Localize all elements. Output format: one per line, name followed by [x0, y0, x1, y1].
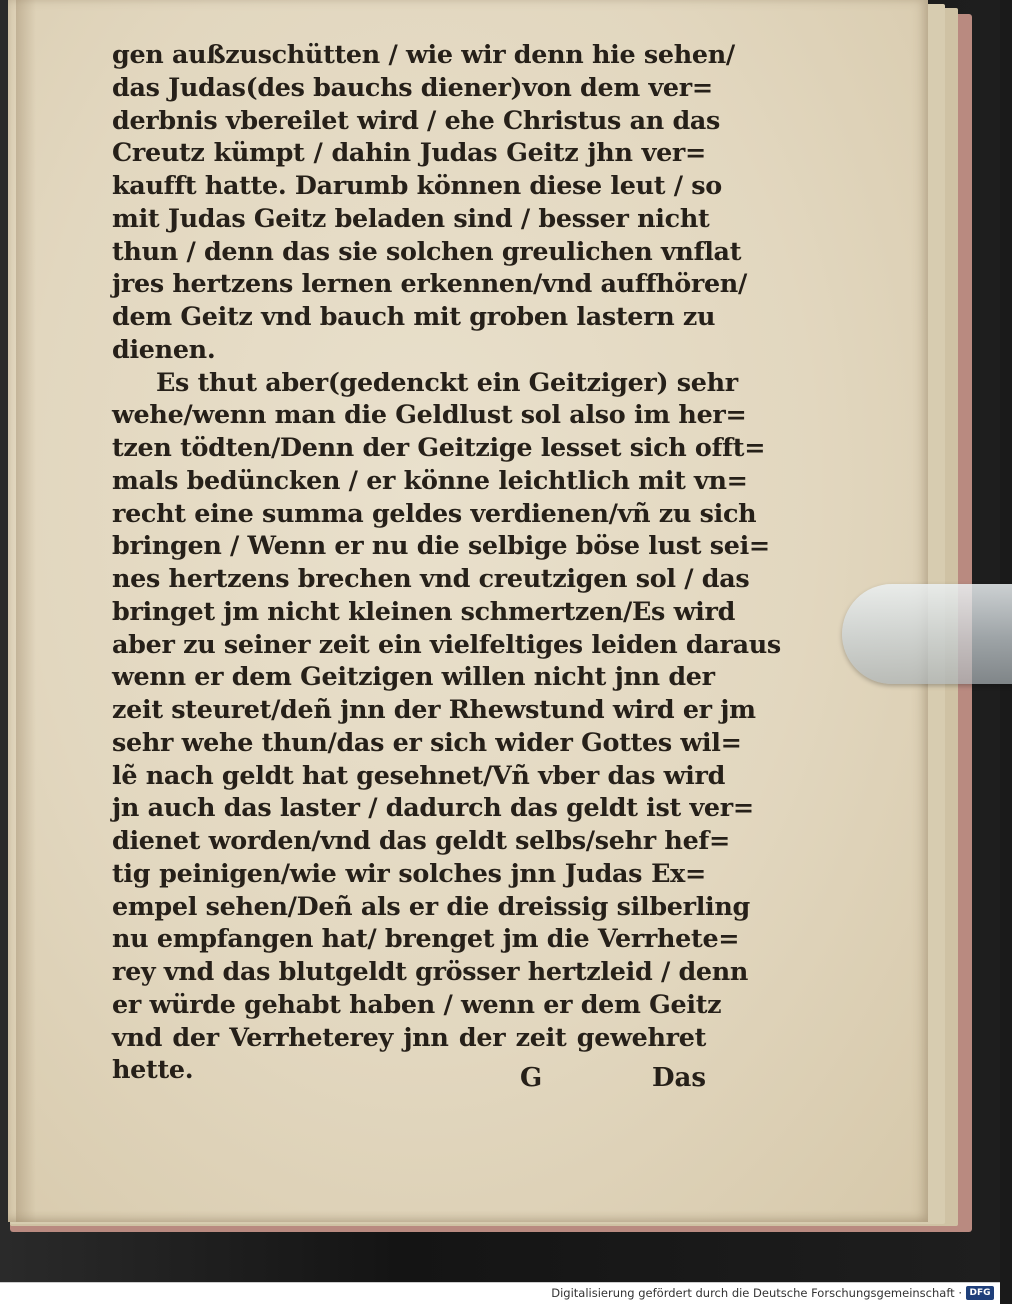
text-line: rey vnd das blutgeldt grösser hertzleid / denn — [112, 956, 749, 986]
text-line: wehe/wenn man die Geldlust sol also im her= — [112, 399, 747, 430]
text-line: gen außzuschütten / wie wir denn hie sehen/ — [112, 39, 735, 69]
text-line: jres hertzens lernen erkennen/vnd auffhören/ — [112, 268, 747, 299]
text-line: jn auch das laster / dadurch das geldt ist ver= — [112, 792, 754, 823]
text-line: dienen. — [112, 333, 216, 364]
text-line: mals bedüncken / er könne leichtlich mit vn= — [112, 464, 748, 495]
text-line: er würde gehabt haben / wenn er dem Geitz — [112, 988, 722, 1019]
text-line: lẽ nach geldt hat gesehnet/Vñ vber das wird — [112, 759, 726, 790]
text-line: tzen tödten/Denn der Geitzige lesset sich offt= — [112, 432, 766, 462]
text-line: vnd der Verrheterey jnn der zeit gewehret — [112, 1021, 706, 1052]
text-line: nes hertzens brechen vnd creutzigen sol / das — [112, 563, 750, 593]
text-line: nu empfangen hat/ brenget jm die Verrhete= — [112, 923, 740, 954]
text-line: thun / denn das sie solchen greulichen vnflat — [112, 235, 742, 266]
text-line: dem Geitz vnd bauch mit groben lastern zu — [112, 301, 716, 331]
text-line: zeit steuret/deñ jnn der Rhewstund wird er jm — [112, 694, 756, 724]
text-line: Es thut aber(gedenckt ein Geitziger) sehr — [156, 366, 738, 397]
text-line: kaufft hatte. Darumb können diese leut / so — [112, 170, 722, 200]
text-line: aber zu seiner zeit ein vielfeltiges leiden daraus — [112, 628, 781, 659]
text-line: empel sehen/Deñ als er die dreissig silberling — [112, 890, 751, 921]
text-line: mit Judas Geitz beladen sind / besser nicht — [112, 202, 710, 233]
text-line: tig peinigen/wie wir solches jnn Judas Ex= — [112, 857, 706, 888]
text-line: derbnis vbereilet wird / ehe Christus an das — [112, 104, 721, 135]
footer-credit: Digitalisierung gefördert durch die Deutsche Forschungsgemeinschaft · — [551, 1286, 962, 1300]
text-line: bringen / Wenn er nu die selbige böse lust sei= — [112, 530, 770, 561]
text-line: Creutz kümpt / dahin Judas Geitz jhn ver= — [112, 137, 706, 168]
text-line: wenn er dem Geitzigen willen nicht jnn der — [112, 661, 715, 692]
text-line: bringet jm nicht kleinen schmertzen/Es wird — [112, 595, 736, 626]
page-holder-clip — [842, 584, 1012, 684]
text-line: recht eine summa geldes verdienen/vñ zu sich — [112, 497, 757, 528]
text-line: hette. — [112, 1054, 194, 1085]
text-line: sehr wehe thun/das er sich wider Gottes wil= — [112, 726, 742, 757]
catchword: Das — [651, 1063, 706, 1093]
dfg-logo-icon: DFG — [966, 1286, 994, 1300]
text-line: das Judas(des bauchs diener)von dem ver= — [112, 71, 713, 102]
page-catchline — [520, 1063, 706, 1097]
page-text-block — [112, 38, 781, 1086]
page-gutter-shadow — [16, 0, 36, 1222]
text-line: dienet worden/vnd das geldt selbs/sehr hef= — [112, 825, 731, 855]
digitization-footer — [0, 1282, 1000, 1304]
signature-mark: G — [520, 1063, 543, 1093]
